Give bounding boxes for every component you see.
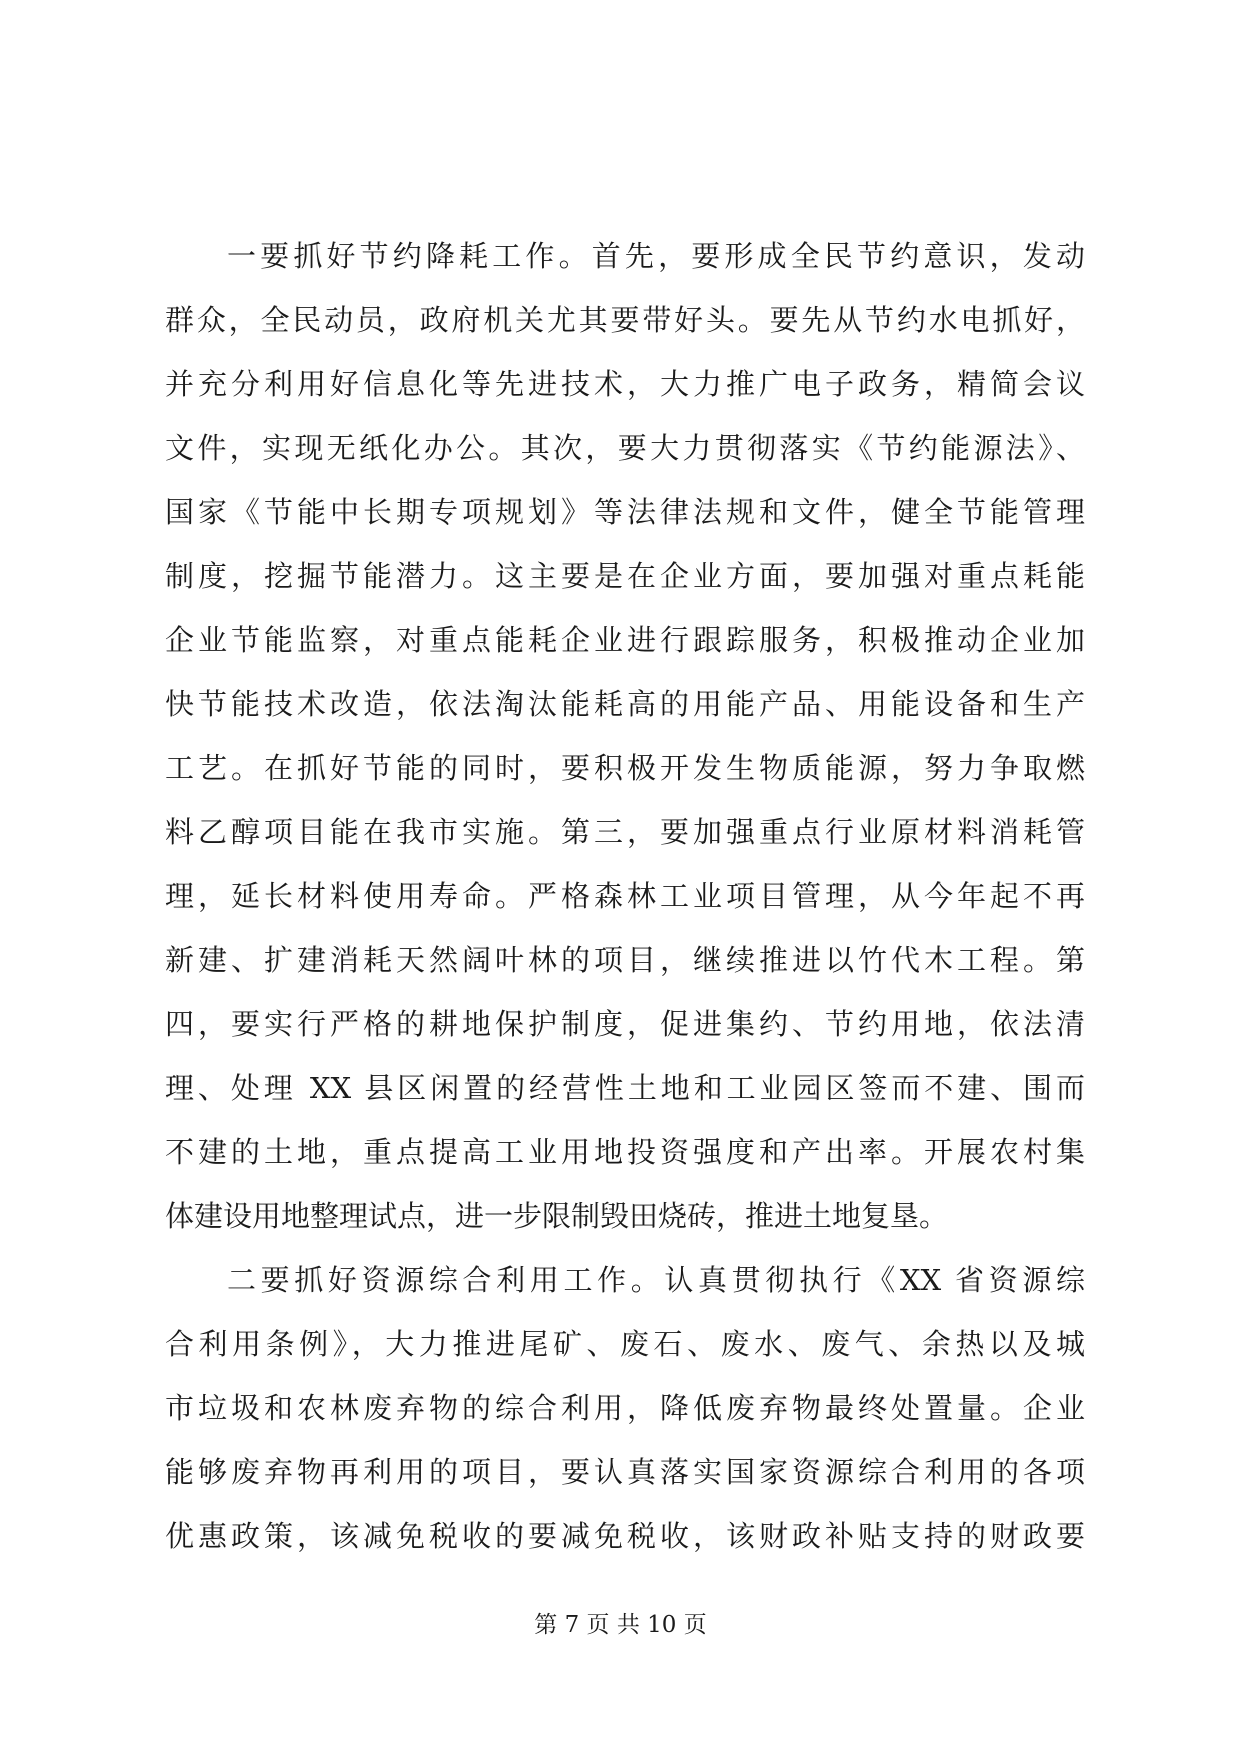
text-line: 文件，实现无纸化办公。其次，要大力贯彻落实《节约能源法》、 xyxy=(165,431,1085,465)
paragraph-2 xyxy=(165,1248,1085,1568)
text-line: 优惠政策，该减免税收的要减免税收，该财政补贴支持的财政要 xyxy=(165,1519,1085,1553)
text-line: 市垃圾和农林废弃物的综合利用，降低废弃物最终处置量。企业 xyxy=(165,1391,1085,1425)
text-line: 新建、扩建消耗天然阔叶林的项目，继续推进以竹代木工程。第 xyxy=(165,943,1085,977)
text-line: 快节能技术改造，依法淘汰能耗高的用能产品、用能设备和生产 xyxy=(165,687,1085,721)
text-line: 二要抓好资源综合利用工作。认真贯彻执行《XX 省资源综 xyxy=(227,1263,1085,1297)
page-number-footer: 第 7 页 共 10 页 xyxy=(534,1612,707,1638)
text-line: 制度，挖掘节能潜力。这主要是在企业方面，要加强对重点耗能 xyxy=(165,559,1085,593)
text-line: 能够废弃物再利用的项目，要认真落实国家资源综合利用的各项 xyxy=(165,1455,1085,1489)
document-body xyxy=(165,224,1085,1568)
text-line: 四，要实行严格的耕地保护制度，促进集约、节约用地，依法清 xyxy=(165,1007,1085,1041)
text-line: 料乙醇项目能在我市实施。第三，要加强重点行业原材料消耗管 xyxy=(165,815,1085,849)
text-line: 并充分利用好信息化等先进技术，大力推广电子政务，精简会议 xyxy=(165,367,1085,401)
text-line: 理、处理 XX 县区闲置的经营性土地和工业园区签而不建、围而 xyxy=(165,1071,1085,1105)
text-line: 体建设用地整理试点，进一步限制毁田烧砖，推进土地复垦。 xyxy=(165,1199,949,1233)
text-line: 合利用条例》，大力推进尾矿、废石、废水、废气、余热以及城 xyxy=(165,1327,1085,1361)
text-line: 不建的土地，重点提高工业用地投资强度和产出率。开展农村集 xyxy=(165,1135,1085,1169)
text-line: 群众，全民动员，政府机关尤其要带好头。要先从节约水电抓好， xyxy=(165,303,1085,337)
text-line: 理，延长材料使用寿命。严格森林工业项目管理，从今年起不再 xyxy=(165,879,1085,913)
text-line: 国家《节能中长期专项规划》等法律法规和文件，健全节能管理 xyxy=(165,495,1085,529)
text-line: 一要抓好节约降耗工作。首先，要形成全民节约意识，发动 xyxy=(227,239,1085,273)
text-line: 企业节能监察，对重点能耗企业进行跟踪服务，积极推动企业加 xyxy=(165,623,1085,657)
paragraph-1 xyxy=(165,224,1085,1248)
text-line: 工艺。在抓好节能的同时，要积极开发生物质能源，努力争取燃 xyxy=(165,751,1085,785)
